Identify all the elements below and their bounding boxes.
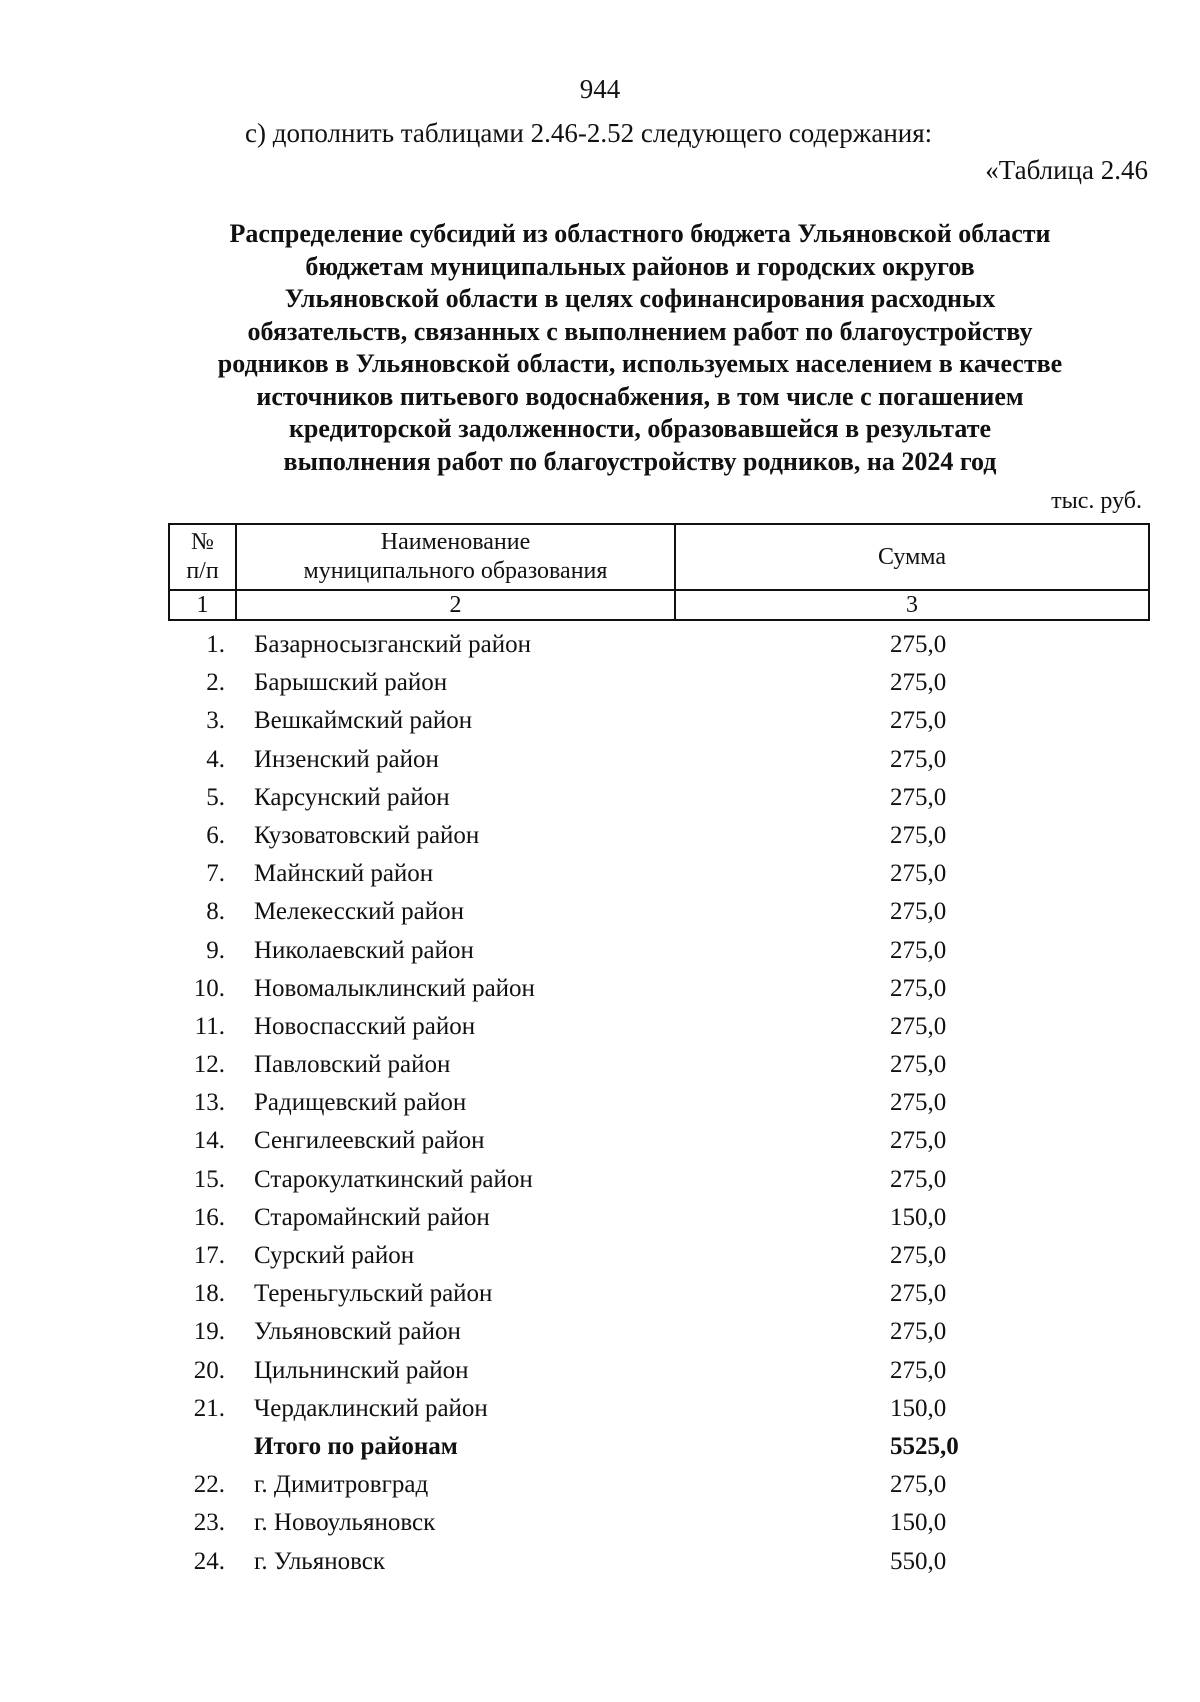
row-sum: 275,0	[890, 707, 947, 735]
row-number: 14.	[193, 1127, 225, 1155]
row-sum: 275,0	[890, 1318, 947, 1346]
title-line: источников питьевого водоснабжения, в том числе с погашением	[256, 381, 1024, 411]
table-row	[168, 779, 1150, 817]
header-name-line1: Наименование	[380, 529, 531, 555]
row-number: 19.	[193, 1318, 225, 1346]
table-row	[168, 626, 1150, 664]
header-sum: Сумма	[675, 524, 1149, 590]
row-number: 15.	[193, 1165, 225, 1193]
row-name: Базарносызганский район	[254, 631, 532, 658]
table-row	[168, 1466, 1150, 1504]
header-colnum-1: 1	[169, 590, 236, 620]
row-sum: 275,0	[890, 898, 947, 926]
intro-text: с) дополнить таблицами 2.46-2.52 следующего содержания:	[245, 118, 933, 148]
row-sum: 275,0	[890, 745, 947, 773]
row-number: 20.	[193, 1356, 225, 1384]
title-line: кредиторской задолженности, образовавшейся в результате	[288, 414, 992, 443]
row-sum: 275,0	[890, 974, 947, 1002]
row-name: г. Новоульяновск	[254, 1509, 436, 1537]
title-line: обязательств, связанных с выполнением работ по благоустройству	[247, 316, 1033, 346]
row-number: 12.	[193, 1051, 225, 1079]
row-name: Старокулаткинский район	[254, 1165, 533, 1193]
row-name: Карсунский район	[254, 783, 450, 811]
page-number: 944	[579, 74, 621, 104]
row-number: 18.	[193, 1280, 225, 1308]
row-sum: 275,0	[890, 1165, 947, 1193]
table-row	[168, 1084, 1150, 1122]
row-sum: 275,0	[890, 860, 947, 888]
row-name: Чердаклинский район	[254, 1394, 488, 1422]
row-sum: 275,0	[890, 783, 947, 811]
header-name	[236, 524, 675, 590]
table-row	[168, 1199, 1150, 1237]
table-header	[168, 523, 1150, 621]
table-row	[168, 893, 1150, 931]
row-number: 5.	[206, 783, 225, 811]
header-number-line1: №	[191, 529, 214, 555]
row-name: Вешкаймский район	[254, 707, 473, 735]
row-sum: 275,0	[890, 631, 947, 658]
row-name: Сенгилеевский район	[254, 1127, 485, 1155]
row-sum: 150,0	[890, 1509, 947, 1537]
row-name: Цильнинский район	[254, 1356, 469, 1384]
table-row	[168, 1275, 1150, 1313]
table-row	[168, 1313, 1150, 1351]
row-number: 3.	[206, 707, 225, 735]
table-row	[168, 1390, 1150, 1428]
header-colnum-2: 2	[236, 590, 675, 620]
row-name: Майнский район	[254, 860, 434, 888]
row-number: 4.	[206, 745, 225, 773]
row-name: Тереньгульский район	[254, 1280, 493, 1308]
row-number: 10.	[193, 974, 225, 1002]
row-sum: 5525,0	[890, 1432, 959, 1460]
table-row	[168, 932, 1150, 970]
row-name: Итого по районам	[254, 1432, 458, 1460]
row-name: Старомайнский район	[254, 1203, 490, 1231]
row-number: 23.	[193, 1509, 225, 1537]
table-row	[168, 1008, 1150, 1046]
table-row	[168, 1122, 1150, 1160]
table-row	[168, 664, 1150, 702]
table-row	[168, 1046, 1150, 1084]
row-sum: 275,0	[890, 1356, 947, 1384]
row-name: Сурский район	[254, 1242, 415, 1269]
header-name-line2: муниципального образования	[303, 558, 608, 584]
row-number: 22.	[193, 1471, 225, 1499]
title-line: бюджетам муниципальных районов и городских округов	[305, 251, 975, 281]
row-sum: 275,0	[890, 1242, 947, 1269]
table-title	[160, 218, 1120, 478]
row-sum: 275,0	[890, 936, 947, 964]
row-number: 13.	[193, 1089, 225, 1117]
row-name: Мелекесский район	[254, 898, 465, 926]
row-number: 17.	[193, 1242, 225, 1269]
units-label: тыс. руб.	[1051, 488, 1142, 514]
row-name: Инзенский район	[254, 745, 439, 773]
row-sum: 275,0	[890, 1089, 947, 1117]
row-name: Радищевский район	[254, 1089, 467, 1117]
title-line: выполнения работ по благоустройству родников, на 2024 год	[283, 446, 997, 476]
table-reference: «Таблица 2.46	[985, 155, 1148, 185]
total-row	[168, 1428, 1150, 1466]
row-sum: 275,0	[890, 1051, 947, 1079]
table-row	[168, 970, 1150, 1008]
row-name: Барышский район	[254, 669, 448, 697]
title-line: родников в Ульяновской области, используемых населением в качестве	[217, 349, 1063, 378]
row-name: Ульяновский район	[254, 1318, 461, 1346]
row-sum: 275,0	[890, 1280, 947, 1308]
table-row	[168, 1161, 1150, 1199]
title-line: Распределение субсидий из областного бюджета Ульяновской области	[229, 219, 1051, 248]
table-row	[168, 817, 1150, 855]
row-name: Павловский район	[254, 1051, 451, 1079]
row-sum: 275,0	[890, 1012, 947, 1040]
row-sum: 150,0	[890, 1203, 947, 1231]
row-number: 24.	[193, 1547, 225, 1575]
table-row	[168, 1237, 1150, 1275]
table-row	[168, 702, 1150, 740]
row-number: 1.	[206, 631, 225, 658]
header-number	[169, 524, 236, 590]
row-number: 21.	[193, 1394, 225, 1422]
row-name: Николаевский район	[254, 936, 474, 964]
table-row	[168, 741, 1150, 779]
row-name: г. Ульяновск	[254, 1547, 385, 1575]
row-name: Новоспасский район	[254, 1012, 476, 1040]
header-number-line2: п/п	[186, 558, 219, 584]
row-number: 2.	[206, 669, 225, 697]
row-name: Кузоватовский район	[254, 821, 480, 849]
row-sum: 275,0	[890, 821, 947, 849]
row-number: 6.	[206, 821, 225, 849]
table-body	[168, 626, 1150, 1581]
row-number: 8.	[206, 898, 225, 926]
row-number: 11.	[194, 1012, 225, 1040]
row-sum: 275,0	[890, 1471, 947, 1499]
row-sum: 150,0	[890, 1394, 947, 1422]
header-colnum-3: 3	[675, 590, 1149, 620]
row-number: 9.	[206, 936, 225, 964]
table-row	[168, 1543, 1150, 1581]
row-sum: 550,0	[890, 1547, 947, 1575]
row-sum: 275,0	[890, 669, 947, 697]
row-sum: 275,0	[890, 1127, 947, 1155]
row-name: Новомалыклинский район	[254, 974, 535, 1002]
title-line: Ульяновской области в целях софинансирования расходных	[284, 284, 996, 313]
row-number: 7.	[206, 860, 225, 888]
row-name: г. Димитровград	[254, 1471, 429, 1499]
table-row	[168, 1352, 1150, 1390]
table-row	[168, 855, 1150, 893]
table-row	[168, 1504, 1150, 1542]
row-number: 16.	[193, 1203, 225, 1231]
